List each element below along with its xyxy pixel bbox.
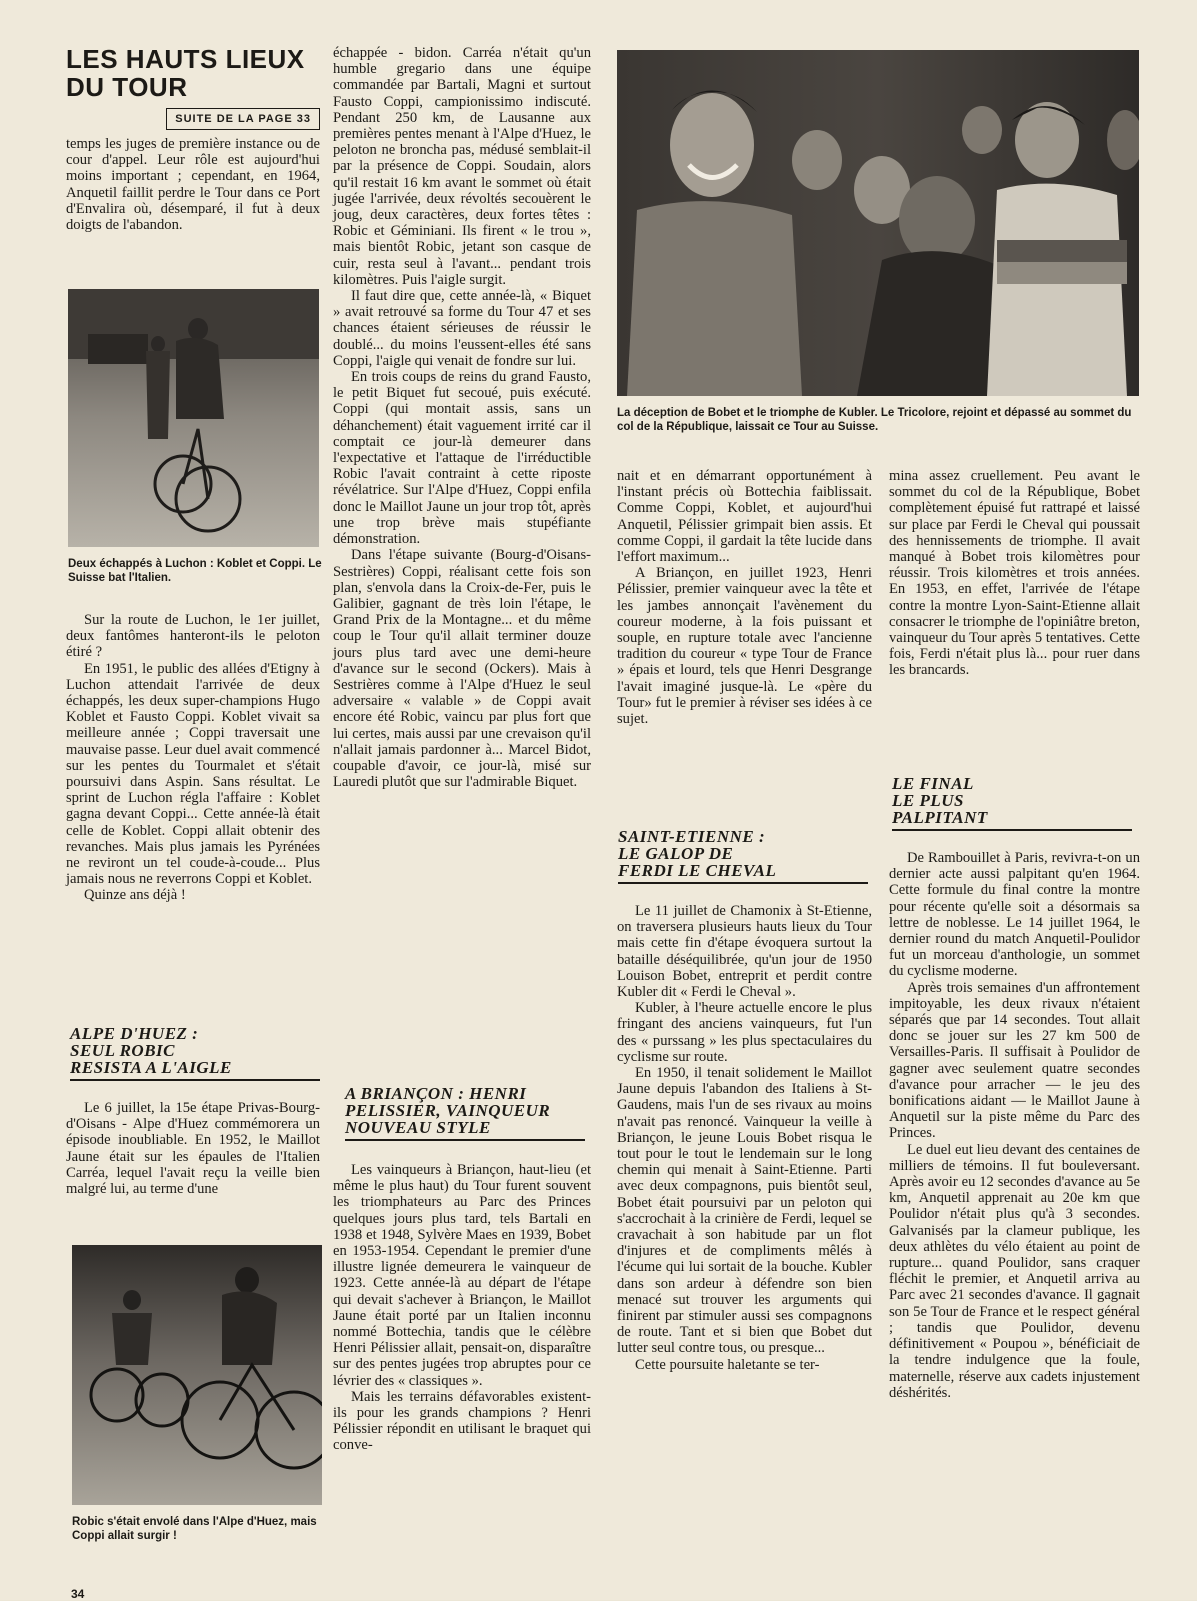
subhead: SAINT-ETIENNE : LE GALOP DE FERDI LE CHEVAL: [618, 828, 868, 884]
column-3-body: [617, 468, 872, 727]
photo-koblet-coppi: [68, 289, 319, 547]
paragraph: Mais les terrains défavorables existent-ils pour les grands champions ? Henri Pélissier répondit en utilisant le braquet qui conve-: [333, 1388, 591, 1454]
column-4-body-2: [889, 850, 1140, 1401]
subhead-briancon: [345, 1085, 585, 1141]
paragraph: nait et en démarrant opportunément à l'instant précis où Bottechia faiblissait. Comme Coppi, Koblet, et aujourd'hui Anquetil, Pélissier grimpait bien assis. Et comme Coppi, il gardait la tête lucide dans l'effort maximum...: [617, 468, 872, 566]
column-2-body: [333, 45, 591, 790]
paragraph: A Briançon, en juillet 1923, Henri Pélissier, premier vainqueur avec la tête et les jambes annonçait l'avènement du coureur moderne, à la fois puissant et souple, en rupture totale avec l'ancienne tradition du coureur « type Tour de France » épais et lourd, tels que Henri Desgrange l'avait imaginé jusque-là. Le «père du Tour» fut le premier à réviser ses idées à ce sujet.: [617, 565, 872, 728]
subhead-saint-etienne: [618, 828, 868, 884]
column-3-body-2: [617, 903, 872, 1373]
photo-koblet-coppi-caption: Deux échappés à Luchon : Koblet et Coppi. Le Suisse bat l'Italien.: [68, 558, 322, 584]
page-number: 34: [71, 1587, 85, 1601]
paragraph: Kubler, à l'heure actuelle encore le plus fringant des anciens vainqueurs, fut l'un des « purssang » les plus spectaculaires du cyclisme sur route.: [617, 1000, 872, 1065]
photo-bobet-kubler: [617, 50, 1139, 396]
column-4-body: [889, 468, 1140, 679]
column-1: [66, 45, 320, 233]
column-1-intro: [66, 136, 320, 233]
subhead-final: [892, 775, 1132, 831]
column-1-body: [66, 612, 320, 904]
paragraph: Il faut dire que, cette année-là, « Biquet » avait retrouvé sa forme du Tour 47 et ses chances étaient sérieuses de réussir le doublé... du moins l'eussent-elles été sans Coppi, l'aigle qui venait de fondre sur lui.: [333, 288, 591, 369]
photo-koblet-coppi-image: [68, 289, 319, 547]
paragraph: temps les juges de première instance ou de cour d'appel. Leur rôle est aujourd'hui moins important ; cependant, en 1964, Anquetil faillit perdre le Tour dans ce Port d'Envalira où, désemparé, il fut à deux doigts de l'abandon.: [66, 136, 320, 234]
subhead: ALPE D'HUEZ : SEUL ROBIC RESISTA A L'AIGLE: [70, 1025, 320, 1081]
paragraph: Le 6 juillet, la 15e étape Privas-Bourg-d'Oisans - Alpe d'Huez commémorera un épisode inoubliable. En 1952, le Maillot Jaune était sur les épaules de l'Italien Carréa, lequel l'avait reçu la veille bien malgré lui, au terme d'une: [66, 1100, 320, 1198]
paragraph: Quinze ans déjà !: [84, 887, 186, 904]
column-1-body-2: [66, 1100, 320, 1197]
suite-de-la-page-box: SUITE DE LA PAGE 33: [166, 108, 320, 130]
column-2-body-2: [333, 1162, 591, 1454]
paragraph: Dans l'étape suivante (Bourg-d'Oisans-Sestrières) Coppi, réalisant cette fois son plan, s'envola dans la Croix-de-Fer, puis le Galibier, gagnant de très loin l'étape, le Grand Prix de la Montagne... et du même coup le Tour qu'il allait terminer douze jours plus tard avec une demi-heure d'avance sur le second (Ockers). Mais à Sestrières comme à l'Alpe d'Huez le seul adversaire « valable » de Coppi avait encore été Robic, vaincu par plus fort que lui certes, mais aussi par une crevaison qu'il n'allait jamais pardonner à... Marcel Bidot, coupable d'avoir, ce jour-là, misé sur Lauredi plutôt que sur l'admirable Biquet.: [333, 547, 591, 791]
paragraph: Le 11 juillet de Chamonix à St-Etienne, on traversera plusieurs hauts lieux du Tour mais cette fin d'étape évoquera surtout la bataille déséquilibrée, qu'un jour de 1950 Louison Bobet, entreprit et perdit contre Kubler dit « Ferdi le Cheval ».: [617, 903, 872, 1001]
paragraph: En 1950, il tenait solidement le Maillot Jaune depuis l'abandon des Italiens à St-Gaudens, mais l'un de ses rivaux au moins n'avait pas renoncé. Vainqueur la veille à Briançon, le jeune Louis Bobet risqua le tout pour le tout le lendemain sur le long chemin qui menait à Saint-Etienne. Parti avec deux compagnons, puis bientôt seul, Bobet était poursuivi par un peloton qui s'accrochait à la crinière de Ferdi, lequel se cravachait à son habitude par un flot d'injures et de compliments mêlés à l'écume qui lui sortait de la bouche. Kubler dans son ardeur à défendre son bien menacé sut trouver les arguments qui finirent par stimuler aussi ses compagnons de route. Tant et si bien que Bobet dut lutter seul contre tous, ou presque...: [617, 1065, 872, 1357]
headline-line1: LES HAUTS LIEUX: [66, 44, 305, 74]
paragraph: De Rambouillet à Paris, revivra-t-on un dernier acte aussi palpitant qu'en 1964. Cette formule du final contre la montre pour récente qu'elle soit a désormais sa lettre de noblesse. Le 14 juillet 1964, le dernier round du match Anquetil-Poulidor fut un morceau d'anthologie, un sommet du cyclisme moderne.: [889, 850, 1140, 980]
headline: [66, 45, 320, 101]
headline-line2: DU TOUR: [66, 72, 188, 102]
photo-robic-alpe: [72, 1245, 322, 1505]
paragraph: Cette poursuite haletante se ter-: [635, 1356, 820, 1373]
paragraph: échappée - bidon. Carréa n'était qu'un humble gregario dans une équipe commandée par Bartali, Magni et surtout Fausto Coppi, campionissimo indiscuté. Pendant 250 km, de Lausanne aux premières pentes menant à l'Alpe d'Huez, le peloton ne broncha pas, médusé semblait-il par la présence de Coppi. Soudain, alors qu'il restait 16 km avant le sommet où était jugée l'arrivée, deux révoltés secouèrent le joug, deux caractères, deux fortes têtes : Robic et Géminiani. Ils firent « le trou », mais bientôt Robic, jetant son casque de cuir, resta seul à l'avant... pendant trois kilomètres. Puis l'aigle surgit.: [333, 45, 591, 288]
paragraph: mina assez cruellement. Peu avant le sommet du col de la République, Bobet complètement épuisé fut rattrapé et laissé sur place par Ferdi le Cheval qui poussait des hennissements de triomphe. Il avait manqué à Bobet trois kilomètres pour réussir. Trois kilomètres et trois années. En 1953, en effet, l'arrivée de l'étape contre la montre Lyon-Saint-Etienne allait consacrer le triomphe de l'opiniâtre breton, vainqueur du Tour après 5 tentatives. Cette fois, Ferdi n'était plus là... pour ruer dans les brancards.: [889, 468, 1140, 679]
paragraph: En trois coups de reins du grand Fausto, le petit Biquet fut secoué, puis exécuté. Coppi (qui montait assis, sans un déhanchement) était vaguement irrité car il comptait ce jour-là demeurer dans l'expectative et l'attaque de l'irréductible Robic l'avait contraint à cette riposte révélatrice. Sur l'Alpe d'Huez, Coppi enfila donc le Maillot Jaune un jour trop tôt, après une trop brève mais stupéfiante démonstration.: [333, 369, 591, 548]
photo-bobet-kubler-image: [617, 50, 1139, 396]
photo-bobet-kubler-caption: La déception de Bobet et le triomphe de Kubler. Le Tricolore, rejoint et dépassé au sommet du col de la République, laissait ce Tour au Suisse.: [617, 407, 1132, 433]
paragraph: Le duel eut lieu devant des centaines de milliers de témoins. Il fut bouleversant. Après avoir eu 12 secondes d'avance au 5e km, Anquetil apprenait au 20e km que Poulidor n'était plus qu'à 3 secondes. Galvanisés par la clameur publique, les deux athlètes du vélo étaient au point de rupture... quand Poulidor, sans craquer fléchit le premier, et Anquetil arriva au Parc avec 21 secondes d'avance. Il gagnait son 5e Tour de France et le respect général ; tandis que Poulidor, devenu définitivement « Poupou », bénéficiait de la tendre indulgence que la foule, maternelle, réserve aux cadets injustement déshérités.: [889, 1141, 1140, 1401]
paragraph: Les vainqueurs à Briançon, haut-lieu (et même le plus haut) du Tour furent souvent les triomphateurs au Parc des Princes quelques jours plus tard, tels Bartali en 1938 et 1948, Sylvère Maes en 1939, Bobet en 1953-1954. Cependant le premier d'une illustre lignée demeurera le vainqueur de 1923. Cette année-là au départ de l'étape qui devait s'achever à Briançon, le Maillot Jaune était porté par un Italien inconnu nommé Bottechia, tandis que le célèbre Henri Pélissier allait, pensait-on, disparaître sur des pentes jugées trop abruptes pour ce lévrier des « classiques ».: [333, 1162, 591, 1389]
photo-robic-alpe-caption: Robic s'était envolé dans l'Alpe d'Huez, mais Coppi allait surgir !: [72, 1516, 317, 1542]
paragraph: Après trois semaines d'un affrontement impitoyable, les deux rivaux n'étaient séparés que par 14 secondes. Tout allait donc se jouer sur les 27 km 500 de Versailles-Paris. Il suffisait à Poulidor de gagner avec seulement quatre secondes d'avance pour arracher — le jeu des bonifications aidant — le Maillot Jaune à Anquetil sur la piste même du Parc des Princes.: [889, 979, 1140, 1142]
subhead-alpe-dhuez: [70, 1025, 320, 1081]
paragraph: Sur la route de Luchon, le 1er juillet, deux fantômes hanteront-ils le peloton étiré ?: [66, 612, 320, 661]
subhead: A BRIANÇON : HENRI PELISSIER, VAINQUEUR NOUVEAU STYLE: [345, 1085, 585, 1141]
paragraph: En 1951, le public des allées d'Etigny à Luchon attendait l'arrivée de deux échappés, les deux super-champions Hugo Koblet et Fausto Coppi. Koblet vivait sa meilleure année ; Coppi traversait une mauvaise passe. Leur duel avait commencé sur les pentes du Tourmalet et s'était poursuivi dans Aspin. Sans résultat. Le sprint de Luchon régla l'affaire : Koblet gagna devant Coppi... Cette année-là était celle de Koblet. Coppi allait obtenir des revanches. Mais plus jamais les Pyrénées ne reviront un tel coude-à-coude... Plus jamais nous ne reverrons Coppi et Koblet.: [66, 660, 320, 888]
photo-robic-alpe-image: [72, 1245, 322, 1505]
subhead: LE FINAL LE PLUS PALPITANT: [892, 775, 1132, 831]
